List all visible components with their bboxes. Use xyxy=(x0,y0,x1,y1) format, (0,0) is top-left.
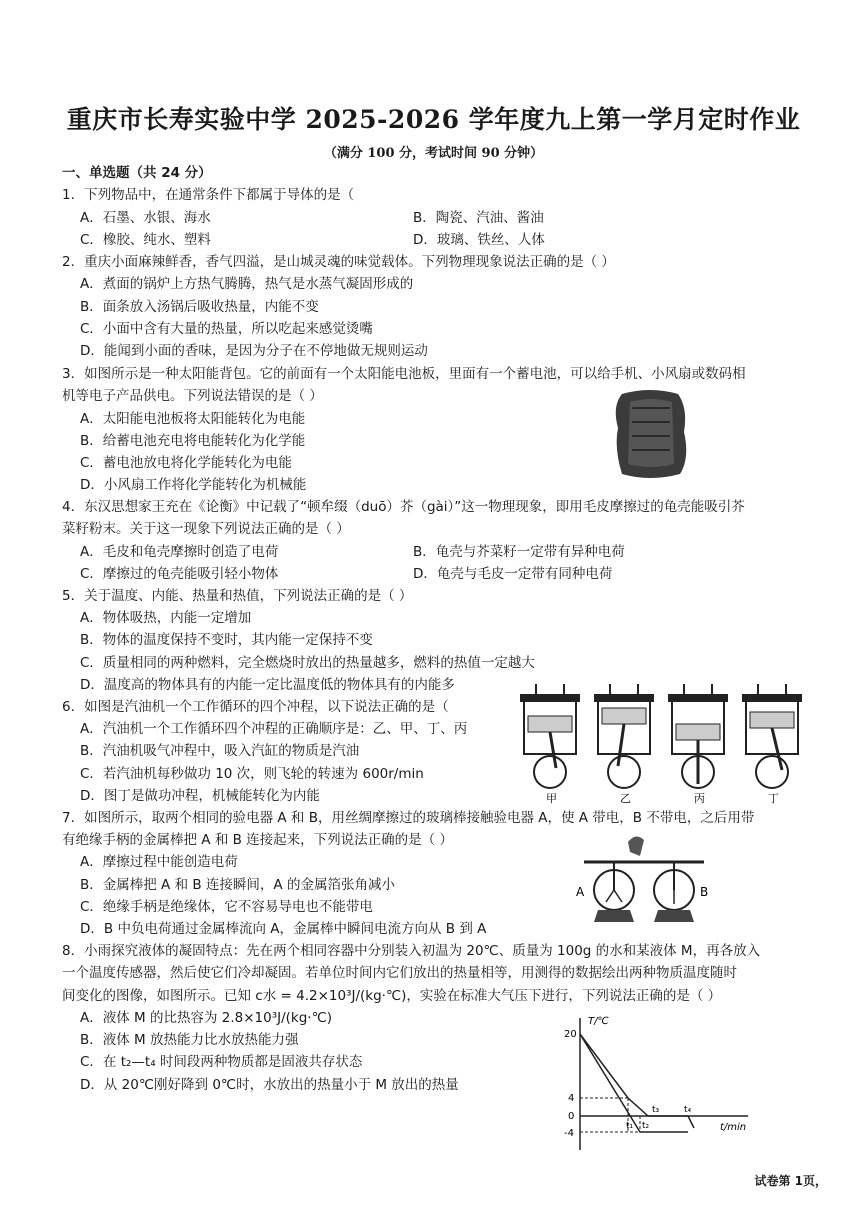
q5-option-d: D．温度高的物体具有的内能一定比温度低的物体具有的内能多 xyxy=(80,677,455,693)
hand-icon xyxy=(628,836,644,856)
q6-option-c: C．若汽油机每秒做功 10 次，则飞轮的转速为 600r/min xyxy=(80,766,424,782)
q4-option-d: D．龟壳与毛皮一定带有同种电荷 xyxy=(413,566,613,582)
q1-option-c: C．橡胶、纯水、塑料 xyxy=(80,232,211,248)
q7-option-b: B．金属棒把 A 和 B 连接瞬间，A 的金属箔张角减小 xyxy=(80,877,395,893)
temperature-graph xyxy=(548,1010,763,1160)
solar-backpack-image xyxy=(612,388,690,480)
q7-option-c: C．绝缘手柄是绝缘体，它不容易导电也不能带电 xyxy=(80,899,373,915)
engine-label-4: 丁 xyxy=(768,792,779,805)
q1-option-a: A．石墨、水银、海水 xyxy=(80,210,211,226)
q2-stem: 2．重庆小面麻辣鲜香，香气四溢，是山城灵魂的味觉载体。下列物理现象说法正确的是（ ） xyxy=(62,254,615,270)
page-footer: 试卷第 1页， xyxy=(754,1174,827,1188)
q1-option-b: B．陶瓷、汽油、酱油 xyxy=(413,210,544,226)
q3-option-c: C．蓄电池放电将化学能转化为电能 xyxy=(80,455,292,471)
q8-option-c: C．在 t₂—t₄ 时间段两种物质都是固液共存状态 xyxy=(80,1054,363,1070)
q2-option-a: A．煮面的锅炉上方热气腾腾，热气是水蒸气凝固形成的 xyxy=(80,276,414,292)
q3-option-b: B．给蓄电池充电将电能转化为化学能 xyxy=(80,433,306,449)
q1-stem: 1．下列物品中，在通常条件下都属于导体的是（ xyxy=(62,187,355,203)
q8-option-d: D．从 20℃刚好降到 0℃时，水放出的热量小于 M 放出的热量 xyxy=(80,1077,459,1093)
engine-diagram-3 xyxy=(668,684,728,788)
x-axis-label: t/min xyxy=(720,1122,747,1133)
engine-label-3: 丙 xyxy=(694,792,705,805)
water-curve xyxy=(580,1034,694,1128)
q6-option-b: B．汽油机吸气冲程中，吸入汽缸的物质是汽油 xyxy=(80,743,360,759)
y-tick-20: 20 xyxy=(564,1029,577,1040)
q8-option-b: B．液体 M 放热能力比水放热能力强 xyxy=(80,1032,299,1048)
q3-option-d: D．小风扇工作将化学能转化为机械能 xyxy=(80,477,307,493)
q7-stem-line2: 有绝缘手柄的金属棒把 A 和 B 连接起来，下列说法正确的是（ ） xyxy=(62,832,453,848)
electroscope-label-b: B xyxy=(700,885,709,899)
q3-option-a: A．太阳能电池板将太阳能转化为电能 xyxy=(80,411,306,427)
q2-option-c: C．小面中含有大量的热量，所以吃起来感觉烫嘴 xyxy=(80,321,373,337)
q3-stem-line1: 3．如图所示是一种太阳能背包。它的前面有一个太阳能电池板，里面有一个蓄电池，可以给手机、小风扇或数码相 xyxy=(62,366,746,382)
q4-option-c: C．摩擦过的龟壳能吸引轻小物体 xyxy=(80,566,279,582)
t2-label: t₂ xyxy=(642,1121,650,1131)
engine-diagram-4 xyxy=(742,684,802,788)
q7-stem-line1: 7．如图所示，取两个相同的验电器 A 和 B，用丝绸摩擦过的玻璃棒接触验电器 A，使 A 带电，B 不带电，之后用带 xyxy=(62,810,755,826)
q8-stem-line1: 8．小雨探究液体的凝固特点：先在两个相同容器中分别装入初温为 20℃、质量为 100g 的水和某液体 M，再各放入 xyxy=(62,943,761,959)
q7-option-d: D．B 中负电荷通过金属棒流向 A，金属棒中瞬间电流方向从 B 到 A xyxy=(80,921,487,937)
t3-label: t₃ xyxy=(652,1105,660,1115)
t4-label: t₄ xyxy=(684,1105,692,1115)
q3-stem-line2: 机等电子产品供电。下列说法错误的是（ ） xyxy=(62,388,323,404)
t1-label: t₁ xyxy=(626,1121,634,1131)
y-tick-4: 4 xyxy=(568,1093,575,1104)
q8-stem-line3: 间变化的图像，如图所示。已知 c水 = 4.2×10³J/(kg·℃)，实验在标准大气压下进行，下列说法正确的是（ ） xyxy=(62,988,722,1004)
q5-option-a: A．物体吸热，内能一定增加 xyxy=(80,610,252,626)
y-tick-0: 0 xyxy=(568,1111,575,1122)
q1-option-d: D．玻璃、铁丝、人体 xyxy=(413,232,545,248)
electroscope-figure xyxy=(570,832,720,942)
q5-stem: 5．关于温度、内能、热量和热值，下列说法正确的是（ ） xyxy=(62,588,413,604)
engine-label-1: 甲 xyxy=(546,792,557,805)
q4-stem-line1: 4．东汉思想家王充在《论衡》中记载了“顿牟缀（duō）芥（gài）”这一物理现象，即用毛皮摩擦过的龟壳能吸引芥 xyxy=(62,499,745,515)
page-title: 重庆市长寿实验中学 2025-2026 学年度九上第一学月定时作业 xyxy=(66,105,801,134)
section-heading: 一、单选题（共 24 分） xyxy=(62,165,212,181)
q6-option-a: A．汽油机一个工作循环四个冲程的正确顺序是：乙、甲、丁、丙 xyxy=(80,721,468,737)
page-subtitle: （满分 100 分，考试时间 90 分钟） xyxy=(323,146,544,161)
y-tick-neg4: -4 xyxy=(564,1128,574,1139)
q4-option-a: A．毛皮和龟壳摩擦时创造了电荷 xyxy=(80,544,279,560)
q8-option-a: A．液体 M 的比热容为 2.8×10³J/(kg·℃) xyxy=(80,1010,333,1026)
engine-strokes-figure xyxy=(512,680,802,805)
engine-diagram-2 xyxy=(594,684,654,788)
liquid-m-curve xyxy=(580,1034,688,1132)
engine-label-2: 乙 xyxy=(620,792,631,805)
q4-stem-line2: 菜籽粉末。关于这一现象下列说法正确的是（ ） xyxy=(62,521,350,537)
q6-option-d: D．图丁是做功冲程，机械能转化为内能 xyxy=(80,788,320,804)
q8-stem-line2: 一个温度传感器，然后使它们冷却凝固。若单位时间内它们放出的热量相等，用测得的数据绘出两种物质温度随时 xyxy=(62,965,737,981)
q2-option-d: D．能闻到小面的香味，是因为分子在不停地做无规则运动 xyxy=(80,343,428,359)
y-axis-label: T/℃ xyxy=(588,1016,609,1027)
q5-option-c: C．质量相同的两种燃料，完全燃烧时放出的热量越多，燃料的热值一定越大 xyxy=(80,655,535,671)
q6-stem: 6．如图是汽油机一个工作循环的四个冲程，以下说法正确的是（ xyxy=(62,699,449,715)
q5-option-b: B．物体的温度保持不变时，其内能一定保持不变 xyxy=(80,632,373,648)
q2-option-b: B．面条放入汤锅后吸收热量，内能不变 xyxy=(80,299,319,315)
electroscope-label-a: A xyxy=(576,885,585,899)
q4-option-b: B．龟壳与芥菜籽一定带有异种电荷 xyxy=(413,544,625,560)
engine-diagram-1 xyxy=(520,684,580,788)
q7-option-a: A．摩擦过程中能创造电荷 xyxy=(80,854,238,870)
